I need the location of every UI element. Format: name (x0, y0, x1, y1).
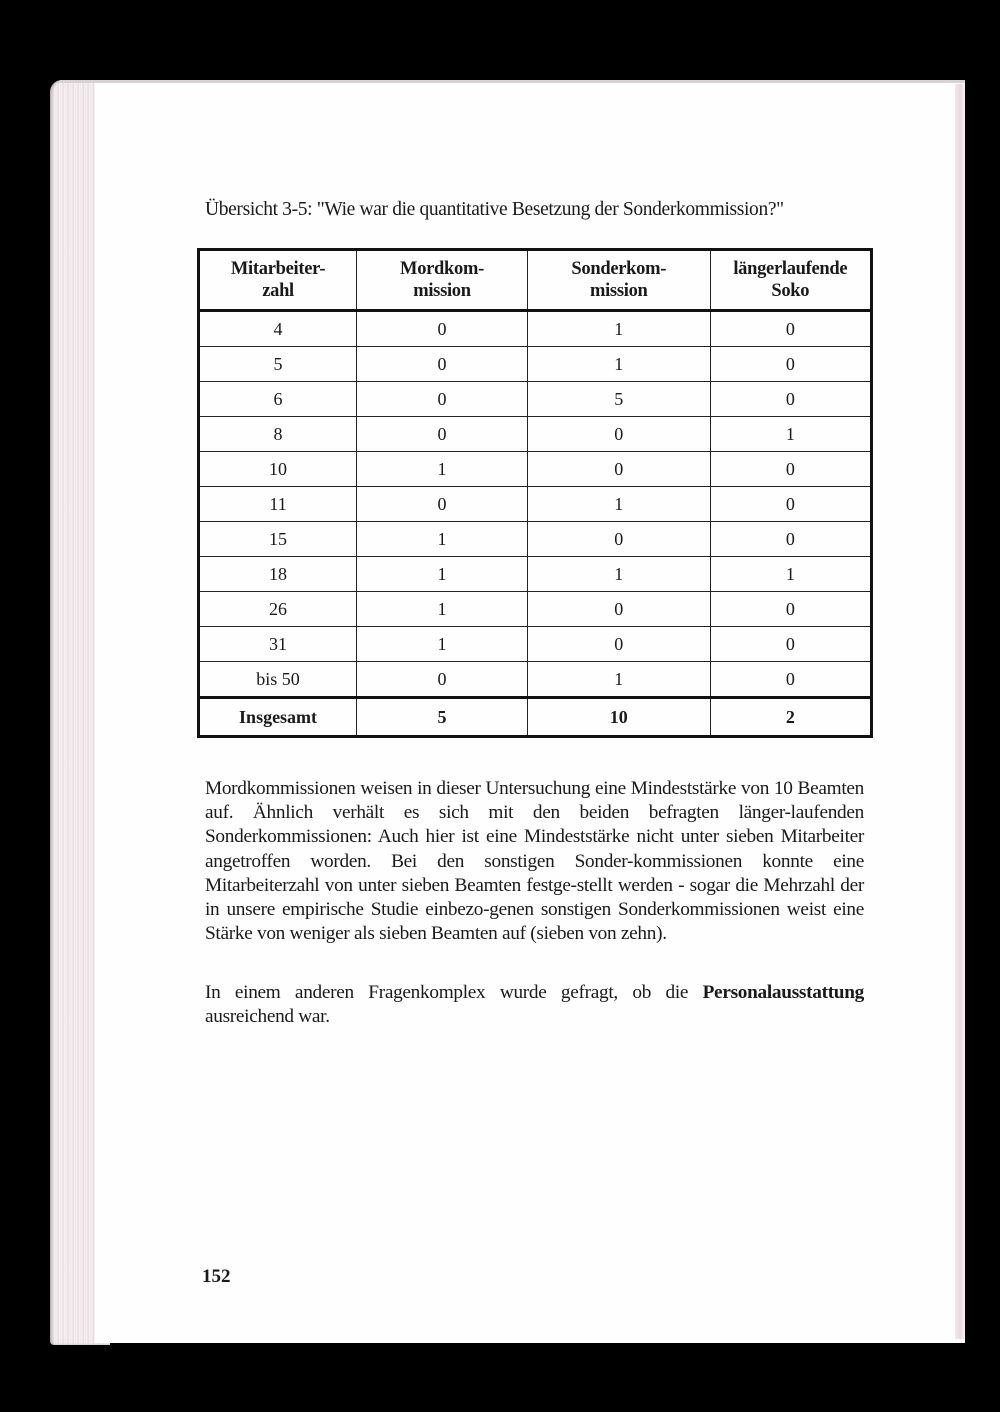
bold-term-personalausstattung: Personalausstattung (702, 982, 864, 1003)
cell-laengerlaufende-soko: 0 (710, 347, 871, 382)
cell-laengerlaufende-soko: 0 (710, 662, 871, 698)
cell-mitarbeiterzahl: 31 (199, 627, 357, 662)
cell-laengerlaufende-soko: 0 (710, 311, 871, 347)
cell-mordkommission: 1 (357, 627, 528, 662)
cell-mordkommission: 1 (357, 452, 528, 487)
cell-mitarbeiterzahl: bis 50 (199, 662, 357, 698)
cell-laengerlaufende-soko: 0 (710, 382, 871, 417)
cell-mordkommission: 0 (357, 311, 528, 347)
cell-mordkommission: 0 (357, 382, 528, 417)
total-mordkommission: 5 (357, 698, 528, 737)
table-row (199, 662, 872, 698)
header-mitarbeiterzahl: Mitarbeiter- zahl (199, 250, 357, 311)
page-top-edge (60, 80, 965, 83)
table-row (199, 592, 872, 627)
cell-sonderkommission: 0 (527, 522, 710, 557)
cell-laengerlaufende-soko: 1 (710, 417, 871, 452)
cell-sonderkommission: 1 (527, 347, 710, 382)
cell-laengerlaufende-soko: 0 (710, 487, 871, 522)
cell-mordkommission: 1 (357, 522, 528, 557)
cell-mitarbeiterzahl: 8 (199, 417, 357, 452)
table-row (199, 487, 872, 522)
cell-sonderkommission: 0 (527, 417, 710, 452)
cell-mordkommission: 0 (357, 347, 528, 382)
cell-sonderkommission: 1 (527, 662, 710, 698)
cell-sonderkommission: 1 (527, 311, 710, 347)
cell-sonderkommission: 0 (527, 452, 710, 487)
page-gutter-strip (955, 84, 965, 1339)
cell-mordkommission: 1 (357, 557, 528, 592)
cell-mordkommission: 0 (357, 662, 528, 698)
cell-sonderkommission: 1 (527, 487, 710, 522)
body-paragraph-1: Mordkommissionen weisen in dieser Untersuchung eine Mindeststärke von 10 Beamten auf. Ähnlich verhält es sich mit den beiden befragten länger-laufenden Sonderkommissionen: Auch hier ist eine Mindeststärke nicht unter sieben Mitarbeiter angetroffen worden. Bei den sonstigen Sonder-kommissionen konnte eine Mitarbeiterzahl von unter sieben Beamten festge-stellt werden - sogar die Mehrzahl der in unsere empirische Studie einbezo-genen sonstigen Sonderkommissionen weist eine Stärke von weniger als sieben Beamten auf (sieben von zehn). (205, 778, 864, 945)
table-header-row (199, 250, 872, 311)
cell-mitarbeiterzahl: 6 (199, 382, 357, 417)
cell-mitarbeiterzahl: 11 (199, 487, 357, 522)
table-row (199, 311, 872, 347)
table-row (199, 627, 872, 662)
cell-sonderkommission: 0 (527, 627, 710, 662)
cell-laengerlaufende-soko: 0 (710, 592, 871, 627)
table-row (199, 347, 872, 382)
cell-laengerlaufende-soko: 1 (710, 557, 871, 592)
cell-mitarbeiterzahl: 26 (199, 592, 357, 627)
staffing-table (197, 248, 873, 738)
table-caption: Übersicht 3-5: "Wie war die quantitative Besetzung der Sonderkommission?" (205, 199, 784, 220)
cell-laengerlaufende-soko: 0 (710, 522, 871, 557)
cell-mitarbeiterzahl: 18 (199, 557, 357, 592)
cell-laengerlaufende-soko: 0 (710, 627, 871, 662)
total-label: Insgesamt (199, 698, 357, 737)
cell-mitarbeiterzahl: 5 (199, 347, 357, 382)
cell-mitarbeiterzahl: 15 (199, 522, 357, 557)
table-row (199, 452, 872, 487)
cell-mordkommission: 0 (357, 417, 528, 452)
cell-mitarbeiterzahl: 4 (199, 311, 357, 347)
cell-sonderkommission: 5 (527, 382, 710, 417)
cell-sonderkommission: 1 (527, 557, 710, 592)
page-number: 152 (202, 1266, 231, 1287)
total-sonderkommission: 10 (527, 698, 710, 737)
header-sonderkommission: Sonderkom- mission (527, 250, 710, 311)
table-row (199, 557, 872, 592)
cell-mordkommission: 0 (357, 487, 528, 522)
cell-laengerlaufende-soko: 0 (710, 452, 871, 487)
header-laengerlaufende-soko: längerlaufende Soko (710, 250, 871, 311)
cell-mordkommission: 1 (357, 592, 528, 627)
cell-sonderkommission: 0 (527, 592, 710, 627)
table-total-row (199, 698, 872, 737)
cell-mitarbeiterzahl: 10 (199, 452, 357, 487)
table-row (199, 382, 872, 417)
table-row (199, 522, 872, 557)
table-row (199, 417, 872, 452)
header-mordkommission: Mordkom- mission (357, 250, 528, 311)
body-paragraph-2: In einem anderen Fragenkomplex wurde gefragt, ob die Personalausstattung ausreichend war. (205, 982, 864, 1028)
total-laengerlaufende-soko: 2 (710, 698, 871, 737)
